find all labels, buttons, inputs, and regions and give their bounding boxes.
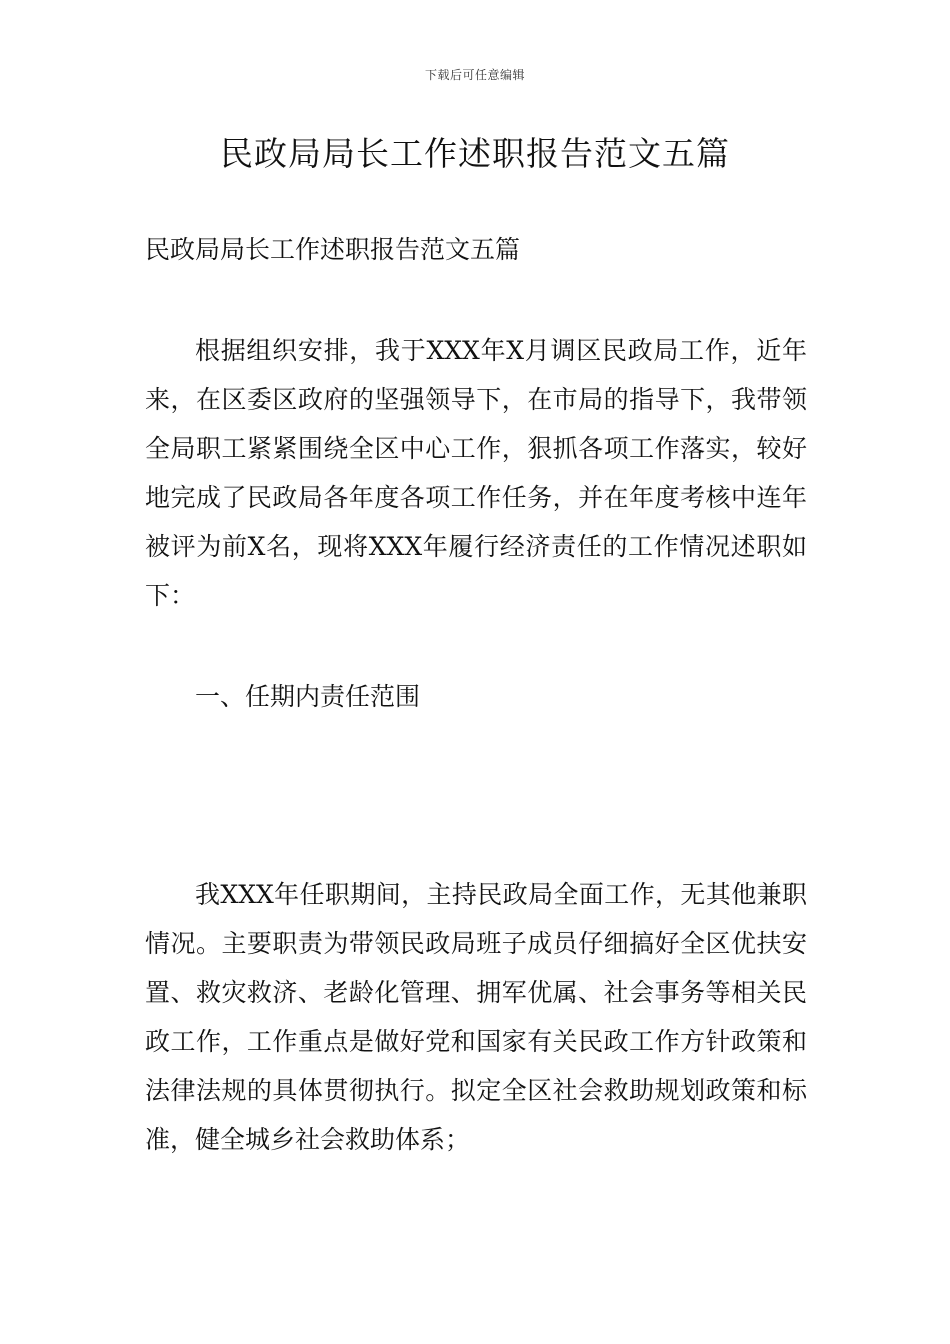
section-heading: 一、任期内责任范围 — [195, 682, 421, 711]
paragraph-responsibilities: 我XXX年任职期间，主持民政局全面工作，无其他兼职情况。主要职责为带领民政局班子成员仔细搞好全区优扶安置、救灾救济、老龄化管理、拥军优属、社会事务等相关民政工作，工作重点是做好党和国家有关民政工作方针政策和法律法规的具体贯彻执行。拟定全区社会救助规划政策和标准，健全城乡社会救助体系； — [145, 880, 807, 1154]
document-title: 民政局局长工作述职报告范文五篇 — [220, 134, 730, 173]
document-subtitle: 民政局局长工作述职报告范文五篇 — [145, 235, 521, 264]
header-note: 下载后可任意编辑 — [424, 68, 525, 82]
paragraph-intro: 根据组织安排，我于XXX年X月调区民政局工作，近年来，在区委区政府的坚强领导下，在市局的指导下，我带领全局职工紧紧围绕全区中心工作，狠抓各项工作落实，较好地完成了民政局各年度各项工作任务，并在年度考核中连年被评为前X名，现将XXX年履行经济责任的工作情况述职如下： — [145, 336, 807, 610]
